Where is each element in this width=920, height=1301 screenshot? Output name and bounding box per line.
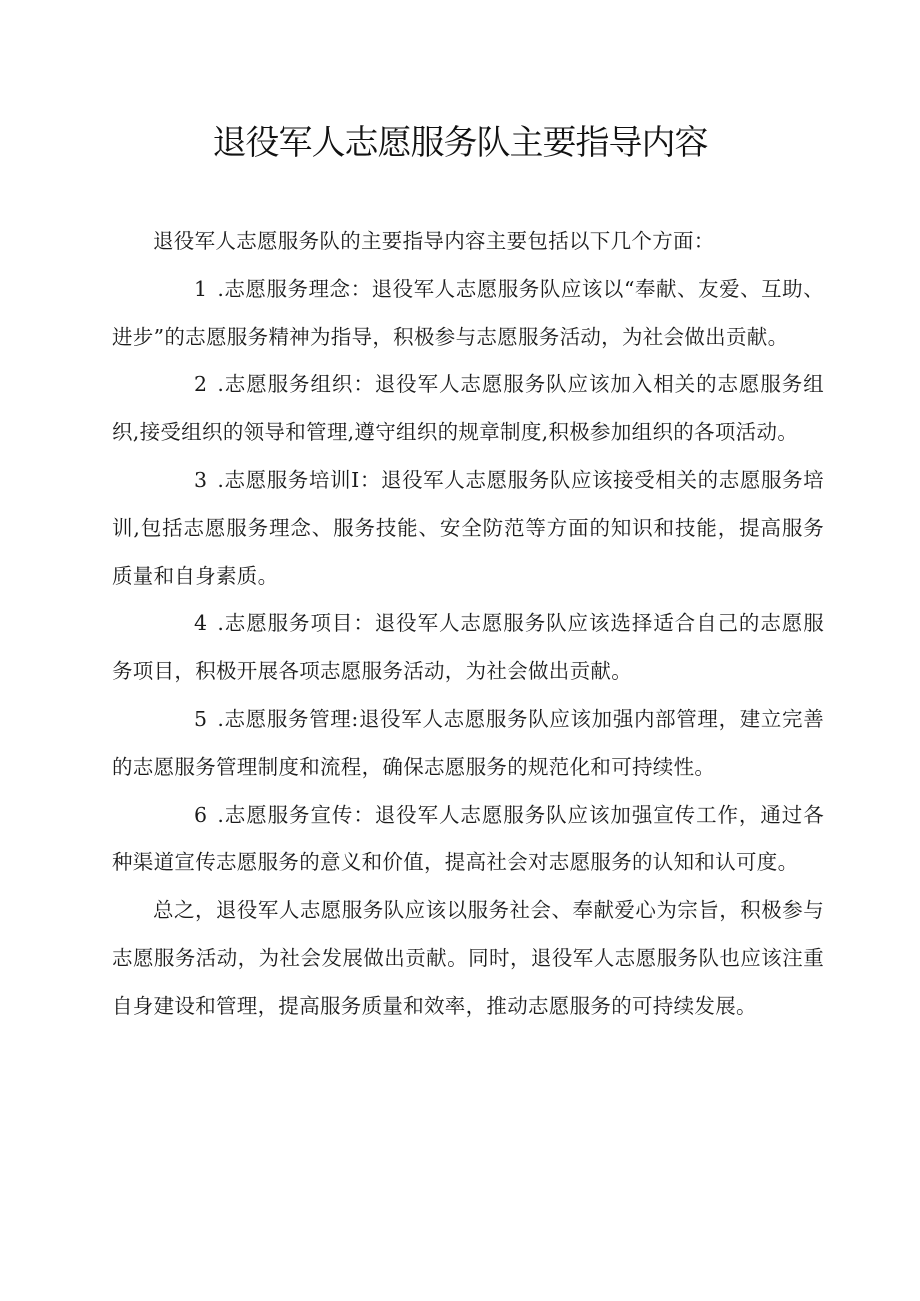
item-text: .志愿服务培训I：退役军人志愿服务队应该接受相关的志愿服务培训,包括志愿服务理念、服务技能、安全防范等方面的知识和技能，提高服务质量和自身素质。 — [112, 467, 824, 588]
item-number: 3 — [194, 467, 208, 492]
item-number: 4 — [194, 611, 208, 636]
item-number: 2 — [194, 372, 208, 397]
item-paragraph-5 — [112, 696, 824, 792]
item-text: .志愿服务管理:退役军人志愿服务队应该加强内部管理，建立完善的志愿服务管理制度和流程，确保志愿服务的规范化和可持续性。 — [112, 706, 824, 779]
item-text: .志愿服务宣传：退役军人志愿服务队应该加强宣传工作，通过各种渠道宣传志愿服务的意义和价值，提高社会对志愿服务的认知和认可度。 — [112, 802, 824, 875]
item-paragraph-3 — [112, 457, 824, 600]
conclusion-paragraph: 总之，退役军人志愿服务队应该以服务社会、奉献爱心为宗旨，积极参与志愿服务活动，为社会发展做出贡献。同时，退役军人志愿服务队也应该注重自身建设和管理，提高服务质量和效率，推动志愿服务的可持续发展。 — [112, 898, 824, 1018]
item-paragraph-2 — [112, 361, 824, 457]
intro-paragraph: 退役军人志愿服务队的主要指导内容主要包括以下几个方面： — [153, 229, 715, 253]
item-paragraph-4 — [112, 600, 824, 696]
item-number: 5 — [194, 706, 208, 731]
item-text: .志愿服务组织：退役军人志愿服务队应该加入相关的志愿服务组织,接受组织的领导和管理,遵守组织的规章制度,积极参加组织的各项活动。 — [112, 372, 824, 445]
item-paragraph-6 — [112, 792, 824, 888]
document-body — [112, 218, 824, 1031]
item-number: 6 — [194, 802, 208, 827]
item-number: 1 — [194, 276, 208, 301]
item-text: .志愿服务项目：退役军人志愿服务队应该选择适合自己的志愿服务项目，积极开展各项志愿服务活动，为社会做出贡献。 — [112, 611, 824, 684]
document-title: 退役军人志愿服务队主要指导内容 — [212, 123, 708, 163]
item-text: .志愿服务理念：退役军人志愿服务队应该以“奉献、友爱、互助、进步”的志愿服务精神为指导，积极参与志愿服务活动，为社会做出贡献。 — [112, 276, 824, 349]
item-paragraph-1 — [112, 266, 824, 362]
